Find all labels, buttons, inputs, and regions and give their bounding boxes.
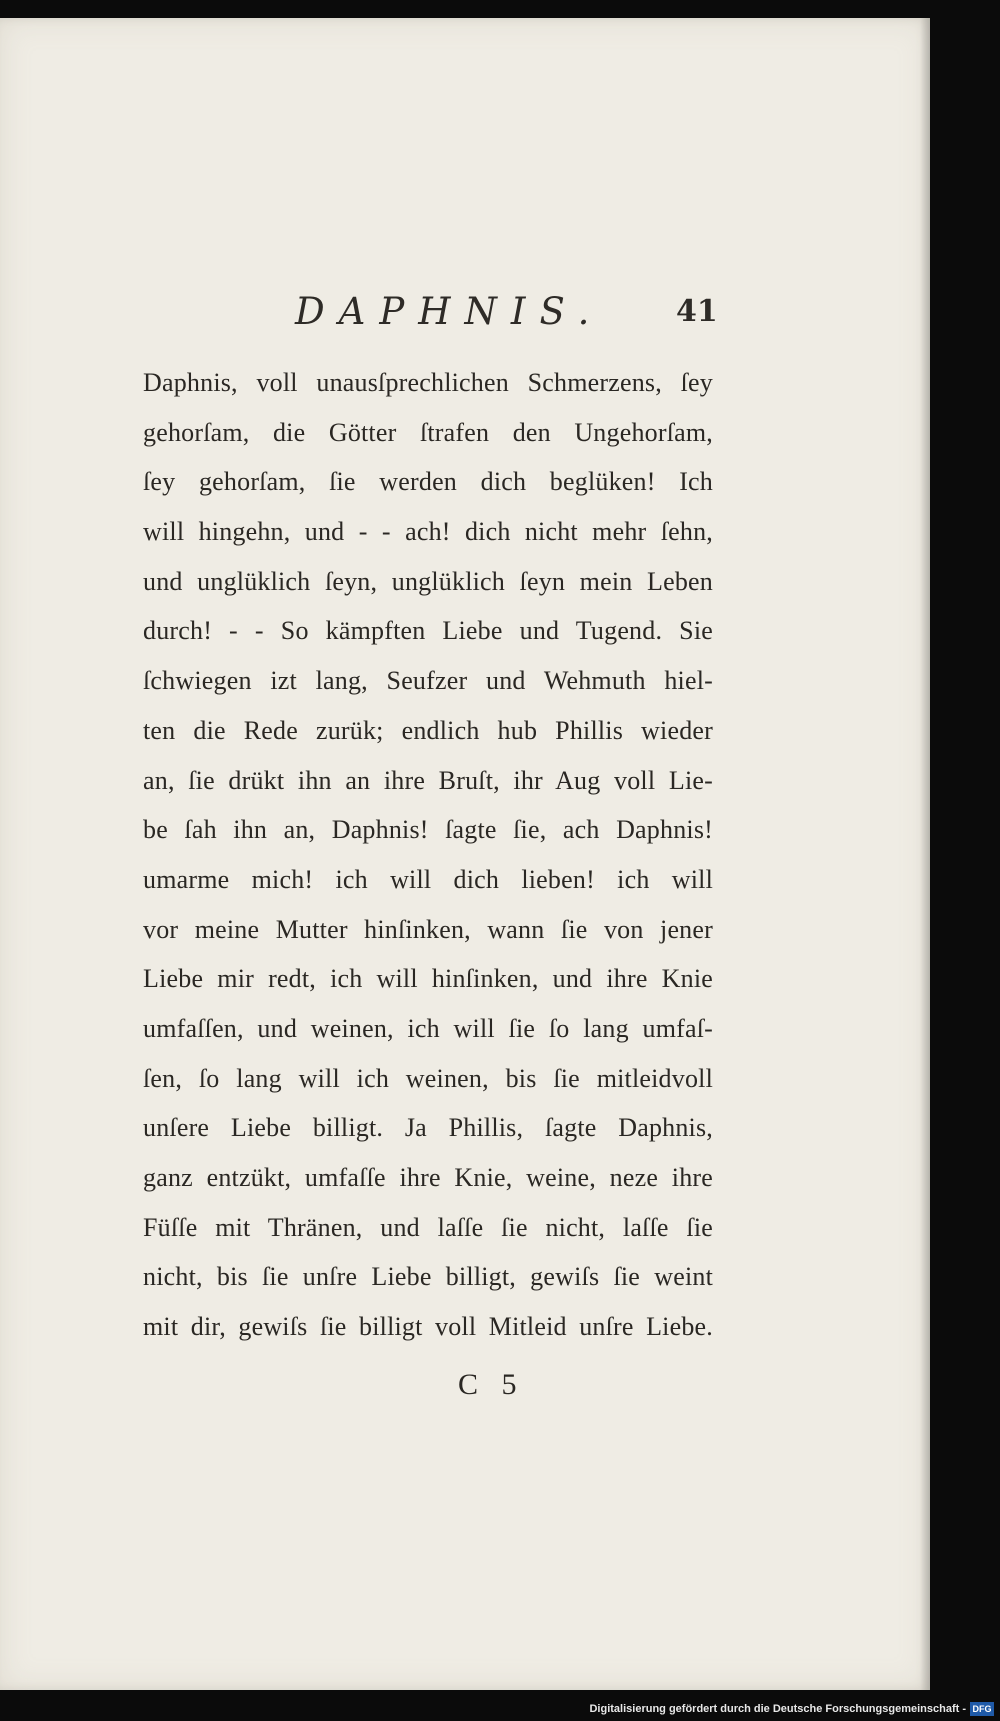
text-line: Liebe mir redt, ich will hinſinken, und ihre Knie: [143, 964, 713, 994]
text-line: unſere Liebe billigt. Ja Phillis, ſagte Daphnis,: [143, 1113, 713, 1143]
digitization-footer: [0, 1695, 1000, 1721]
text-line: will hingehn, und - - ach! dich nicht mehr ſehn,: [143, 517, 713, 547]
text-line: umarme mich! ich will dich lieben! ich will: [143, 864, 713, 894]
text-line: und unglüklich ſeyn, unglüklich ſeyn mein Leben: [143, 566, 713, 596]
running-title: DAPHNIS.: [295, 290, 604, 333]
funding-credit: Digitalisierung gefördert durch die Deutsche Forschungsgemeinschaft -: [589, 1703, 966, 1715]
page-header: [0, 290, 930, 340]
text-line: nicht, bis ſie unſre Liebe billigt, gewiſs ſie weint: [143, 1262, 713, 1292]
text-line: ganz entzükt, umfaſſe ihre Knie, weine, neze ihre: [143, 1163, 713, 1192]
book-page: [0, 18, 930, 1690]
text-line: ſen, ſo lang will ich weinen, bis ſie mitleidvoll: [143, 1063, 713, 1093]
text-line: an, ſie drükt ihn an ihre Bruſt, ihr Aug voll Lie-: [143, 765, 713, 795]
text-line: vor meine Mutter hinſinken, wann ſie von jener: [143, 914, 713, 944]
signature-mark: C 5: [458, 1368, 525, 1401]
text-line: be ſah ihn an, Daphnis! ſagte ſie, ach Daphnis!: [143, 815, 713, 845]
text-line: mit dir, gewiſs ſie billigt voll Mitleid unſre Liebe.: [143, 1312, 713, 1342]
text-line: ſchwiegen izt lang, Seufzer und Wehmuth hiel-: [143, 666, 713, 696]
dfg-logo: DFG: [970, 1702, 994, 1716]
text-line: ſey gehorſam, ſie werden dich beglüken! Ich: [143, 467, 713, 497]
text-line: gehorſam, die Götter ſtrafen den Ungehorſam,: [143, 417, 713, 447]
text-line: Daphnis, voll unausſprechlichen Schmerzens, ſey: [143, 368, 713, 397]
text-line: durch! - - So kämpften Liebe und Tugend. Sie: [143, 616, 713, 646]
text-line: umfaſſen, und weinen, ich will ſie ſo lang umfaſ-: [143, 1013, 713, 1043]
text-line: Füſſe mit Thränen, und laſſe ſie nicht, laſſe ſie: [143, 1212, 713, 1242]
text-line: ten die Rede zurük; endlich hub Phillis wieder: [143, 715, 713, 745]
page-edge-shadow: [920, 18, 930, 1690]
body-text: [143, 358, 713, 1352]
page-number: 41: [676, 294, 718, 329]
